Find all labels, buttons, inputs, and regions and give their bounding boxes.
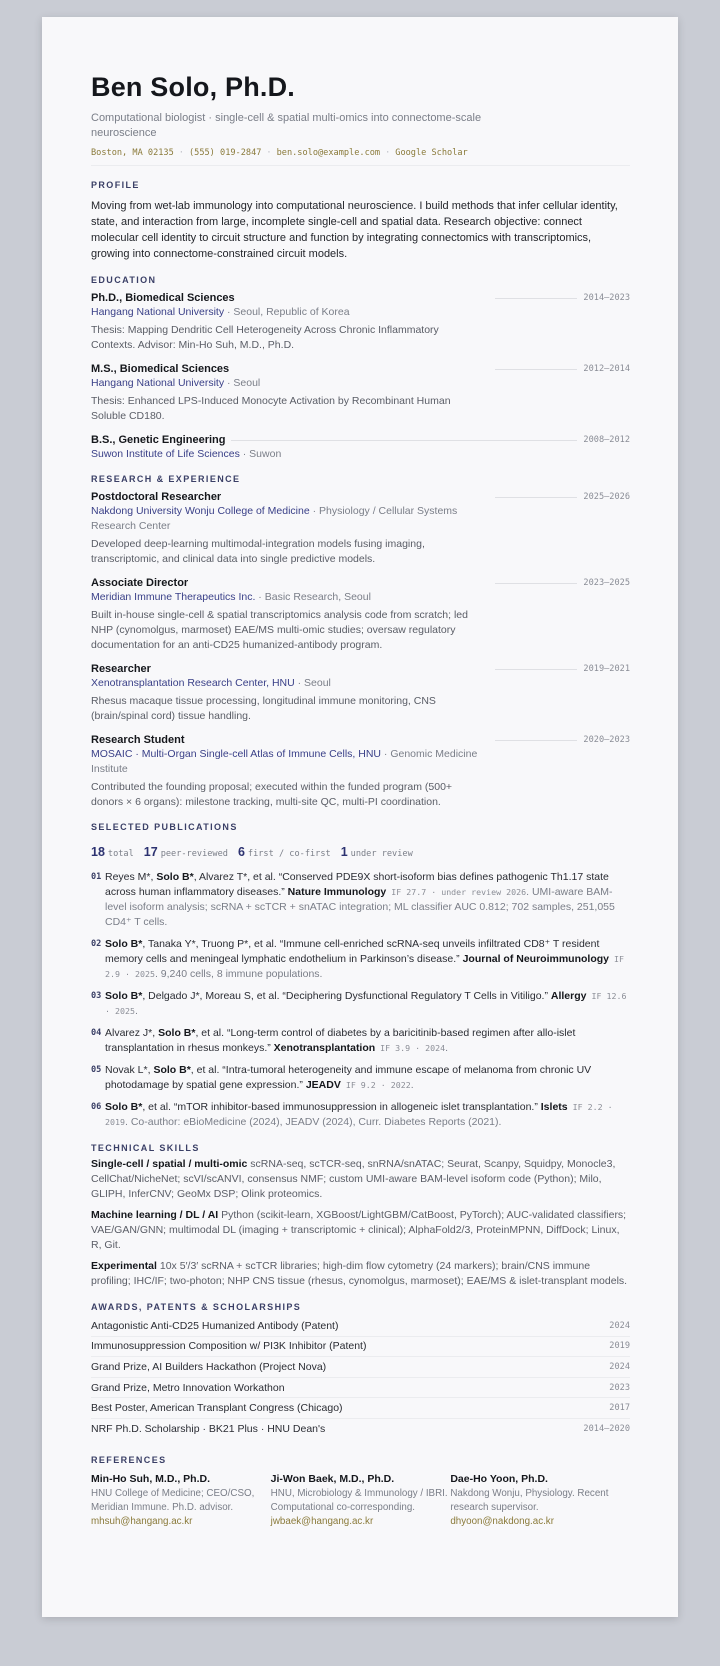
publication-number: 02 <box>91 939 102 949</box>
entry-organization <box>91 305 491 320</box>
reference-name: Min-Ho Suh, M.D., Ph.D. <box>91 1472 210 1485</box>
institution-location: · Seoul <box>224 377 261 389</box>
award-name: Grand Prize, Metro Innovation Workathon <box>91 1381 285 1394</box>
section-title-skills: TECHNICAL SKILLS <box>91 1143 200 1153</box>
institution-name: Suwon Institute of Life Sciences <box>91 448 240 460</box>
institution-location: · Basic Research, Seoul <box>255 591 371 603</box>
contact-line: Boston, MA 02135 · (555) 019-2847 · ben.solo@example.com · Google Scholar <box>91 148 630 166</box>
entry <box>91 734 630 810</box>
entry-header <box>91 663 630 675</box>
skill-group-text: Python (scikit-learn, XGBoost/LightGBM/CatBoost, PyTorch); AUC-validated classifiers; VAE/GAN/GNN; multimodal DL (imaging + transcriptomic + clinical); AlphaFold2/3, ProteinMPNN, DiffDock; Linux, R, Git. <box>91 1209 627 1251</box>
reference-affiliation: HNU College of Medicine; CEO/CSO, Meridian Immune. Ph.D. advisor. <box>91 1487 255 1513</box>
publication-item <box>91 1063 630 1093</box>
award-year: 2023 <box>609 1382 630 1393</box>
entry-date: 2023–2025 <box>583 578 630 588</box>
entry-title: Associate Director <box>91 577 189 589</box>
publication-journal: Journal of Neuroimmunology <box>462 953 609 965</box>
institution-name: MOSAIC · Multi-Organ Single-cell Atlas of Immune Cells, HNU <box>91 748 381 760</box>
entry-header <box>91 434 630 446</box>
section-title-experience: RESEARCH & EXPERIENCE <box>91 474 241 484</box>
entry-organization <box>91 590 491 605</box>
stat-total: 18 total <box>91 845 134 859</box>
publication-authors-pre: Reyes M*, <box>105 871 157 883</box>
experience-list <box>91 491 630 810</box>
entry-date: 2014–2023 <box>583 293 630 303</box>
entry-divider <box>495 669 577 670</box>
entry-description: Thesis: Enhanced LPS-Induced Monocyte Activation by Recombinant Human Soluble CD180. <box>91 395 451 422</box>
publication-title: , Tanaka Y*, Truong P*, et al. “Immune cell-enriched scRNA-seq unveils infiltrated CD8⁺ T resident memory cells and meningeal lymphatic endothelium in Parkinson’s disease.” <box>105 938 600 965</box>
publication-journal: Allergy <box>550 990 587 1002</box>
entry-header <box>91 292 630 304</box>
entry-description: Contributed the founding proposal; executed within the funded program (500+ donors × 6 organs): milestone tracking, multi-site QC, multi-PI coordination. <box>91 781 453 808</box>
publication-meta: IF 3.9 · 2024 <box>375 1043 446 1053</box>
publication-note: . <box>134 1005 138 1017</box>
publication-self-author: Solo B* <box>153 1064 191 1076</box>
award-name: Best Poster, American Transplant Congress (Chicago) <box>91 1402 343 1415</box>
publication-number: 04 <box>91 1028 102 1038</box>
candidate-name: Ben Solo, Ph.D. <box>91 72 296 102</box>
entry-organization <box>91 447 491 462</box>
tagline: Computational biologist · single-cell & spatial multi-omics into connectome-scale neuroscience <box>91 112 482 139</box>
skill-group-text: scRNA-seq, scTCR-seq, snRNA/snATAC; Seurat, Scanpy, Squidpy, Monocle3, CellChat/NicheNet; scVI/scANVI, consensus NMF; custom UMI-aware BAM-level isoform code (Python); Milo, GLIPH, InferCNV; GeoMx DSP; Olink proteomics. <box>91 1158 616 1200</box>
institution-name: Hangang National University <box>91 306 225 318</box>
entry-title: M.S., Biomedical Sciences <box>91 363 230 375</box>
entry-date: 2012–2014 <box>583 364 630 374</box>
entry-title: Research Student <box>91 734 185 746</box>
award-year: 2024 <box>609 1320 630 1331</box>
publication-meta: IF 9.2 · 2022 <box>340 1080 411 1090</box>
references-list <box>91 1472 630 1529</box>
entry-divider <box>495 740 577 741</box>
publication-meta: IF 2.2 · 2019 <box>105 1102 613 1127</box>
reference-affiliation: Nakdong Wonju, Physiology. Recent research supervisor. <box>450 1487 609 1513</box>
award-name: NRF Ph.D. Scholarship · BK21 Plus · HNU Dean's <box>91 1423 326 1436</box>
reference-name: Dae-Ho Yoon, Ph.D. <box>450 1472 548 1485</box>
publication-number: 01 <box>91 872 102 882</box>
reference-email[interactable]: mhsuh@hangang.ac.kr <box>91 1515 193 1527</box>
section-title-education: EDUCATION <box>91 275 157 285</box>
publication-text <box>105 937 630 982</box>
publication-number: 05 <box>91 1065 102 1075</box>
publication-self-author: Solo B* <box>158 1027 196 1039</box>
publication-text <box>105 1100 630 1130</box>
publication-item <box>91 1100 630 1130</box>
award-row <box>91 1398 630 1419</box>
profile-text: Moving from wet-lab immunology into computational neuroscience. I build methods that infer cellular identity, state, and interaction from large, incomplete single-cell and spatial data. Research objective: connect molecular cell identity to circuit structure and function by integrating connectomics with transcriptomics, growing into connectome-constrained circuit models. <box>91 200 618 260</box>
google-scholar-link[interactable]: Google Scholar <box>395 148 468 158</box>
awards-list <box>91 1316 630 1440</box>
reference-card <box>450 1472 630 1529</box>
entry-header <box>91 363 630 375</box>
entry-divider <box>495 369 577 370</box>
skill-group-label: Single-cell / spatial / multi-omic <box>91 1158 248 1170</box>
contact-location: Boston, MA 02135 <box>91 148 174 158</box>
entry-date: 2025–2026 <box>583 492 630 502</box>
entry-date: 2008–2012 <box>583 435 630 445</box>
publication-text <box>105 989 630 1019</box>
entry-organization <box>91 504 491 534</box>
skills-list <box>91 1157 630 1289</box>
publication-text <box>105 870 630 930</box>
institution-name: Meridian Immune Therapeutics Inc. <box>91 591 256 603</box>
publication-authors-pre: Alvarez J*, <box>105 1027 159 1039</box>
entry-description: Rhesus macaque tissue processing, longitudinal immune monitoring, CNS (brain/spinal cord) tissue handling. <box>91 695 436 722</box>
reference-email[interactable]: jwbaek@hangang.ac.kr <box>270 1515 374 1527</box>
stat-under-review: 1 under review <box>340 845 413 859</box>
section-title-publications: SELECTED PUBLICATIONS <box>91 822 238 832</box>
entry-divider <box>495 583 577 584</box>
skill-group-label: Machine learning / DL / AI <box>91 1209 219 1221</box>
section-title-references: REFERENCES <box>91 1454 167 1465</box>
award-name: Antagonistic Anti-CD25 Humanized Antibody (Patent) <box>91 1319 339 1332</box>
entry <box>91 663 630 724</box>
entry-divider <box>495 298 577 299</box>
section-title-profile: PROFILE <box>91 180 140 190</box>
entry-description: Developed deep-learning multimodal-integration models fusing imaging, transcriptomic, and clinical data into single predictive models. <box>91 538 425 565</box>
publication-meta: IF 27.7 · under review 2026 <box>386 887 527 897</box>
award-row <box>91 1316 630 1337</box>
stat-peer-reviewed: 17 peer-reviewed <box>143 845 228 859</box>
publication-title: , Delgado J*, Moreau S, et al. “Deciphering Dysfunctional Regulatory T Cells in Vitiligo.” <box>142 990 551 1002</box>
publication-self-author: Solo B* <box>105 990 143 1002</box>
entry-organization <box>91 376 491 391</box>
publication-text <box>105 1063 630 1093</box>
publication-title: , Alvarez T*, et al. “Conserved PDE9X short-isoform bias defines pathogenic Th1.17 state across human inflammatory diseases.” <box>105 871 609 898</box>
institution-location: · Seoul, Republic of Korea <box>224 306 350 318</box>
reference-name: Ji-Won Baek, M.D., Ph.D. <box>270 1472 395 1485</box>
publication-item <box>91 870 630 930</box>
skill-group <box>91 1157 630 1202</box>
publication-authors-pre: Novak L*, <box>105 1064 154 1076</box>
entry-divider <box>495 497 577 498</box>
award-row <box>91 1378 630 1399</box>
institution-name: Nakdong University Wonju College of Medicine <box>91 505 310 517</box>
institution-name: Xenotransplantation Research Center, HNU <box>91 677 295 689</box>
entry-organization <box>91 747 491 777</box>
entry <box>91 363 630 424</box>
award-row <box>91 1337 630 1358</box>
contact-email[interactable]: ben.solo@example.com <box>276 148 381 158</box>
publication-item <box>91 1026 630 1056</box>
institution-location: · Seoul <box>294 677 331 689</box>
reference-card <box>271 1472 451 1529</box>
award-name: Grand Prize, AI Builders Hackathon (Project Nova) <box>91 1360 327 1373</box>
reference-affiliation: HNU, Microbiology & Immunology / IBRI. Computational co-corresponding. <box>270 1487 448 1513</box>
entry-divider <box>231 440 577 441</box>
publication-note: . 9,240 cells, 8 immune populations. <box>154 968 323 980</box>
publication-journal: JEADV <box>305 1079 341 1091</box>
entry-header <box>91 734 630 746</box>
publication-journal: Nature Immunology <box>287 886 387 898</box>
publication-number: 06 <box>91 1102 102 1112</box>
entry <box>91 292 630 353</box>
entry-title: Researcher <box>91 663 151 675</box>
contact-phone[interactable]: (555) 019-2847 <box>188 148 262 158</box>
publication-note: . <box>410 1079 414 1091</box>
publication-stats <box>91 843 630 861</box>
institution-location: · Genomic Medicine Institute <box>91 748 478 775</box>
publication-item <box>91 937 630 982</box>
publication-note: . <box>445 1042 449 1054</box>
publication-item <box>91 989 630 1019</box>
publication-meta: IF 12.6 · 2025 <box>105 991 627 1016</box>
publication-title: , et al. “Long-term control of diabetes by a baricitinib-based regimen after allo-islet transplantation in rhesus monkeys.” <box>105 1027 576 1054</box>
entry-title: Ph.D., Biomedical Sciences <box>91 292 235 304</box>
entry <box>91 577 630 653</box>
education-list <box>91 292 630 462</box>
institution-location: · Physiology / Cellular Systems Research Center <box>91 505 458 532</box>
publication-list <box>91 870 630 1130</box>
entry <box>91 434 630 462</box>
entry-description: Built in-house single-cell & spatial transcriptomics analysis code from scratch; led NHP (cynomolgus, marmoset) EAE/MS multi-omic studies; oversaw regulatory documentation for an anti-CD25 humanized-antibody program. <box>91 609 468 651</box>
publication-self-author: Solo B* <box>156 871 194 883</box>
award-name: Immunosuppression Composition w/ PI3K Inhibitor (Patent) <box>91 1340 367 1353</box>
entry-description: Thesis: Mapping Dendritic Cell Heterogeneity Across Chronic Inflammatory Contexts. Advisor: Min-Ho Suh, M.D., Ph.D. <box>91 324 439 351</box>
publication-text <box>105 1026 630 1056</box>
entry-header <box>91 577 630 589</box>
stat-first-author: 6 first / co-first <box>237 845 331 859</box>
publication-title: , et al. “mTOR inhibitor-based immunosuppression in allogeneic islet transplantation.” <box>142 1101 541 1113</box>
publication-self-author: Solo B* <box>105 938 143 950</box>
reference-email[interactable]: dhyoon@nakdong.ac.kr <box>450 1515 554 1527</box>
entry-title: B.S., Genetic Engineering <box>91 434 226 446</box>
award-year: 2017 <box>609 1403 630 1414</box>
award-year: 2019 <box>609 1341 630 1352</box>
publication-meta: IF 2.9 · 2025 <box>105 954 624 979</box>
award-row <box>91 1357 630 1378</box>
entry-organization <box>91 676 491 691</box>
skill-group-label: Experimental <box>91 1260 157 1272</box>
resume-page <box>42 17 678 1617</box>
entry-date: 2019–2021 <box>583 664 630 674</box>
award-year: 2014–2020 <box>583 1424 630 1435</box>
publication-self-author: Solo B* <box>105 1101 143 1113</box>
award-year: 2024 <box>609 1361 630 1372</box>
publication-title: , et al. “Intra-tumoral heterogeneity and immune escape of melanoma from chronic UV photodamage by spatial gene expression.” <box>105 1064 592 1091</box>
publication-journal: Xenotransplantation <box>273 1042 376 1054</box>
skill-group <box>91 1208 630 1253</box>
section-title-awards: AWARDS, PATENTS & SCHOLARSHIPS <box>91 1302 302 1312</box>
publication-note: . UMI-aware BAM-level isoform analysis; scRNA + scTCR + snATAC integration; ML classifier AUC 0.812; 702 samples, 251,055 CD4⁺ T cells. <box>105 886 615 928</box>
institution-location: · Suwon <box>239 448 282 460</box>
entry <box>91 491 630 567</box>
publication-number: 03 <box>91 991 102 1001</box>
entry-title: Postdoctoral Researcher <box>91 491 222 503</box>
publication-journal: Islets <box>540 1101 568 1113</box>
award-row <box>91 1419 630 1440</box>
entry-date: 2020–2023 <box>583 735 630 745</box>
skill-group <box>91 1259 630 1289</box>
reference-card <box>91 1472 271 1529</box>
institution-name: Hangang National University <box>91 377 225 389</box>
publication-note: . Co-author: eBioMedicine (2024), JEADV (2024), Curr. Diabetes Reports (2021). <box>124 1116 502 1128</box>
entry-header <box>91 491 630 503</box>
skill-group-text: 10x 5′/3′ scRNA + scTCR libraries; high-dim flow cytometry (24 markers); brain/CNS immune profiling; IHC/IF; two-photon; NHP CNS tissue (rhesus, cynomolgus, marmoset); EAE/MS & islet-transplant models. <box>91 1260 628 1287</box>
